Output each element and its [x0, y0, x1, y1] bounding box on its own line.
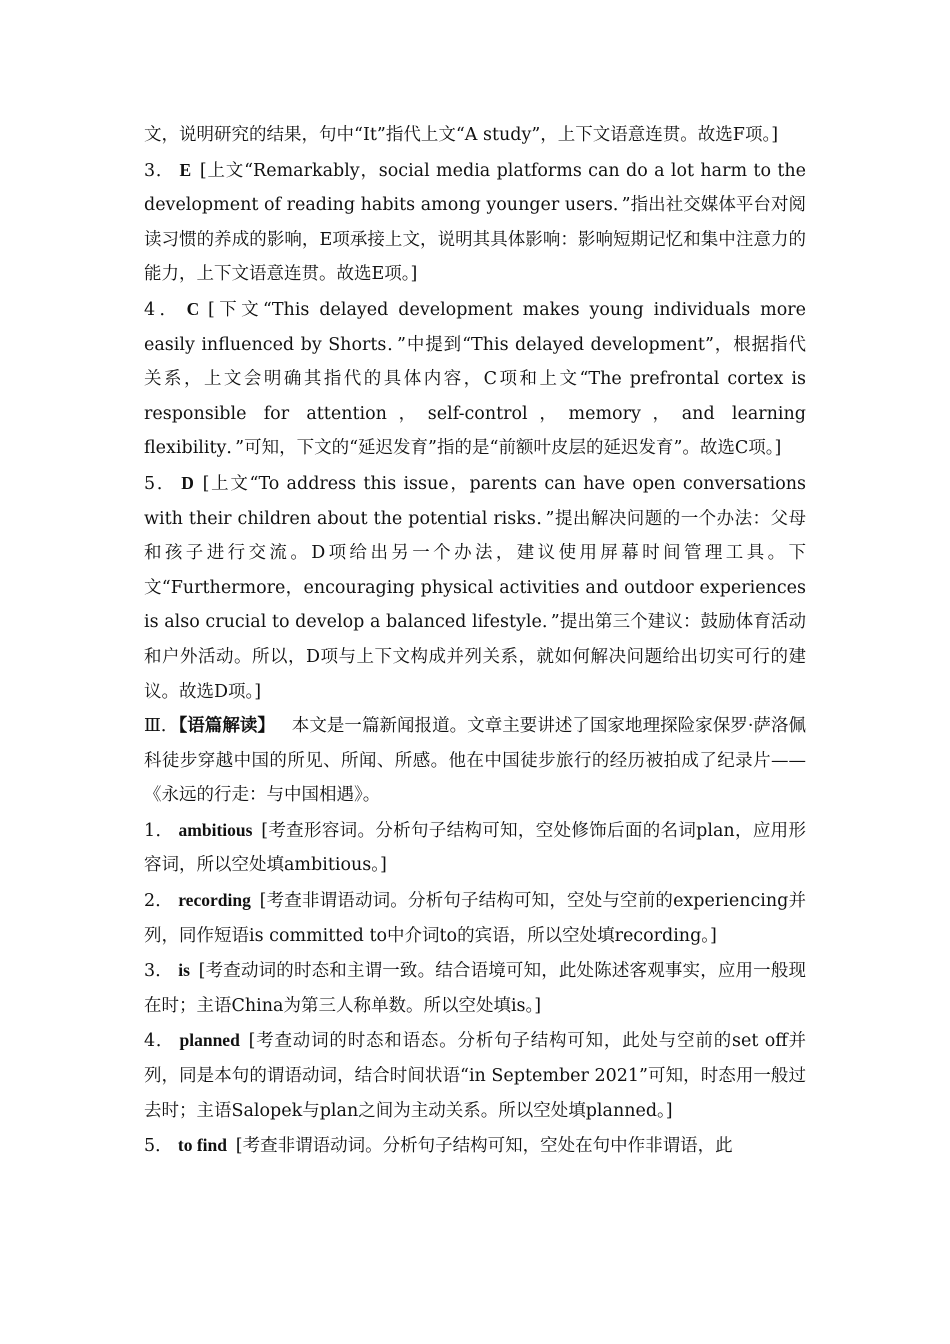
answer-key: D: [181, 472, 194, 493]
explanation-text: [考查动词的时态和主谓一致。结合语境可知，此处陈述客观事实，应用一般现在时；主语China为第三人称单数。所以空处填is。]: [144, 961, 807, 1016]
paragraph-text: 文，说明研究的结果，句中“It”指代上文“A study”，上下文语意连贯。故选F项。]: [144, 125, 779, 145]
explanation-text: [考查非谓语动词。分析句子结构可知，空处与空前的experiencing并列，同作短语is committed to中介词to的宾语，所以空处填recording。]: [144, 891, 806, 946]
item-number: 1．: [144, 820, 174, 841]
answer-item-4: [144, 292, 806, 466]
explanation-text: [下文“This delayed development makes young individuals more easily influenced by Shorts．”中提到“This delayed development”，根据指代关系，上文会明确其指代的具体内容，C项和上文“The prefrontal cortex is responsible for attention，self-control，memory，and learning flexibility．”可知，下文的“延迟发育”指的是“前额叶皮层的延迟发育”。故选C项。]: [144, 299, 807, 459]
answer-key-document: [144, 118, 806, 1164]
answer-key: C: [186, 298, 200, 319]
item-number: 3．: [144, 160, 175, 181]
fill-answer-3: [144, 953, 806, 1023]
answer-key: recording: [178, 890, 251, 911]
answer-key: E: [179, 159, 192, 180]
item-number: 5．: [144, 473, 176, 494]
item-number: 3．: [144, 961, 173, 982]
explanation-text: [考查非谓语动词。分析句子结构可知，空处在句中作非谓语，此: [235, 1136, 733, 1157]
fill-answer-5: [144, 1128, 806, 1164]
explanation-text: [上文“Remarkably，social media platforms can do a lot harm to the development of reading habits among younger users．”指出社交媒体平台对阅读习惯的养成的影响，E项承接上文，说明其具体影响：影响短期记忆和集中注意力的能力，上下文语意连贯。故选E项。]: [144, 160, 806, 285]
paragraph-continuation: [144, 118, 806, 153]
section-tag: 【语篇解读】: [178, 716, 275, 737]
answer-key: planned: [179, 1030, 240, 1051]
answer-key: is: [178, 960, 190, 981]
answer-key: to find: [177, 1135, 227, 1156]
item-number: 2．: [144, 891, 173, 912]
section-label: Ⅲ．: [144, 716, 179, 737]
section-text: 本文是一篇新闻报道。文章主要讲述了国家地理探险家保罗·萨洛佩科徒步穿越中国的所见、所闻、所感。他在中国徒步旅行的经历被拍成了纪录片——《永远的行走：与中国相遇》。: [144, 716, 806, 806]
explanation-text: [考查动词的时态和语态。分析句子结构可知，此处与空前的set off并列，同是本句的谓语动词，结合时间状语“in September 2021”可知，时态用一般过去时；主语Salopek与plan之间为主动关系。所以空处填planned。]: [144, 1031, 807, 1121]
item-number: 4．: [144, 1031, 175, 1052]
explanation-text: [考查形容词。分析句子结构可知，空处修饰后面的名词plan，应用形容词，所以空处填ambitious。]: [144, 820, 806, 876]
answer-key: ambitious: [178, 819, 253, 840]
fill-answer-1: [144, 813, 806, 883]
section-intro: [144, 709, 806, 813]
item-number: 4．: [144, 299, 182, 320]
explanation-text: [上文“To address this issue，parents can have open conversations with their children about the potential risks．”提出解决问题的一个办法：父母和孩子进行交流。D项给出另一个办法，建议使用屏幕时间管理工具。下文“Furthermore，encouraging physical activities and outdoor experiences is also crucial to develop a balanced lifestyle．”提出第三个建议：鼓励体育活动和户外活动。所以，D项与上下文构成并列关系，就如何解决问题给出切实可行的建议。故选D项。]: [144, 473, 806, 702]
fill-answer-2: [144, 883, 806, 953]
fill-answer-4: [144, 1023, 806, 1128]
answer-item-3: [144, 153, 806, 292]
item-number: 5．: [144, 1136, 173, 1157]
answer-item-5: [144, 466, 806, 709]
